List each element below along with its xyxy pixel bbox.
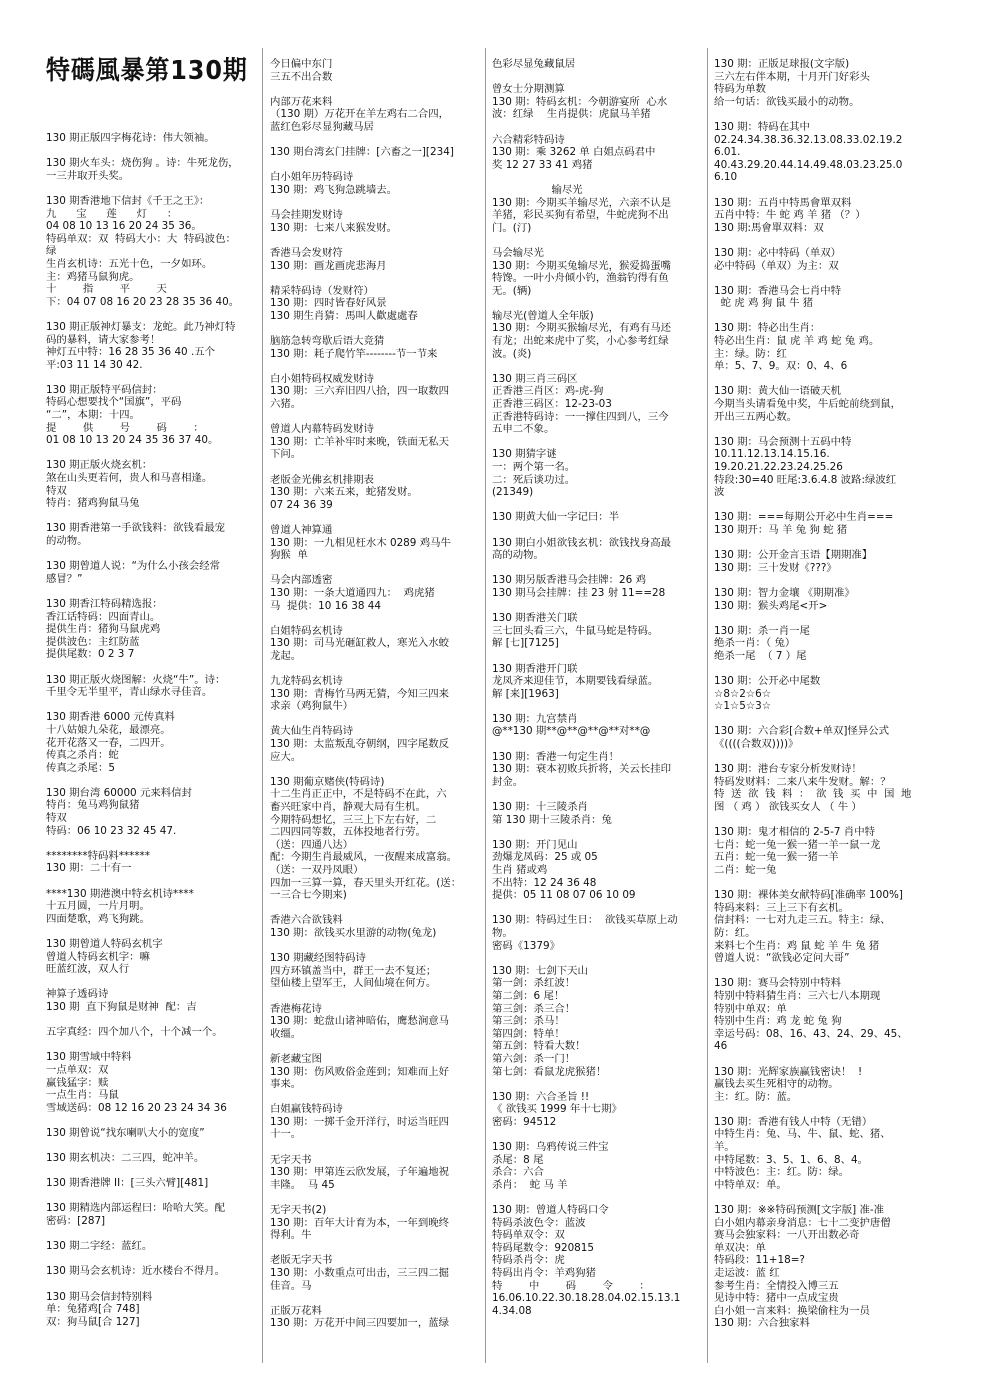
text-block: 130 期：开门见山 劲爆龙凤码：25 或 05 生肖 猪或鸡 不出特：12 24 36 48 提供：05 11 08 07 06 10 09	[492, 838, 636, 902]
text-block: 130 期：赛马会特别中特料 特别中特料猜生肖：三六七八本期现 特别中单双：单 特别中生肖：鸡 龙 蛇 兔 狗 幸运号码：08、16、43、24、29、45、 46	[714, 977, 908, 1053]
text-block: 130 期：港台专家分析发财诗！ 特码发财料：二来八来牛发财。解：？ 特 送 欲 钱 料 ： 欲 钱 买 中 国 地 图 （ 鸡 ） 欲钱买女人 （ 牛 ）	[714, 763, 912, 814]
text-block: 香港六合欲钱料 130 期：欲钱买水里游的动物(兔龙)	[270, 914, 437, 939]
column-divider-1	[262, 48, 263, 1363]
text-block: 130 期正版火烧图解：火烧“牛”。诗： 千里令无半里平，青山绿水寻佳音。	[46, 673, 226, 699]
text-block: 130 期：香港一句定生肖！ 130 期：衰本初败兵折将，关云长挂印 封金。	[492, 750, 671, 788]
text-block: 白小姐特码权威发财诗 130 期：三六弃旧四八拾，四一取数四 六猪。	[270, 372, 449, 411]
text-block: 无字天书 130 期：甲第连云欣发展，子年遍地祝 丰隆。 马 45	[270, 1153, 449, 1191]
text-block: 香港梅花诗 130 期：蛇盘山诸神暗佑，鹰愁涧意马 收缰。	[270, 1002, 449, 1040]
text-block: 内部万花来料 （130 期）万花开在羊左鸡右二合四， 蓝红色彩尽显狗藏马居	[270, 95, 449, 133]
text-block: 130 期：五肖中特馬會單双料 五肖中特：牛 蛇 鸡 羊 猪 （？） 130 期:馬會單双料：双	[714, 196, 866, 234]
text-block: 130 期精选内部运程曰：哈哈大笑。配 密码：[287]	[46, 1202, 225, 1228]
text-block: 输尽光(曾道人全年版) 130 期：今期买猴输尽光，有鸡有马还 有龙；出蛇来虎中了奖，小心参考红绿 波。(炎)	[492, 309, 671, 360]
column-2	[270, 58, 480, 1343]
text-block: 130 期藏经图特码诗 四方环镇盖当中，群王一去不复还； 望仙楼上望军王，人间仙境在何方。	[270, 952, 437, 990]
text-block: 色彩尽显兔藏鼠居	[492, 58, 576, 70]
text-block: 130 期二字经：蓝红。	[46, 1240, 153, 1253]
text-block: 曾道人内幕特码发财诗 130 期：亡羊补牢时来晚，铁面无私天 下问。	[270, 423, 449, 461]
text-block: 130 期正版神灯暴支：龙蛇。此乃神灯特 码的暴料，请大家参考！ 神灯五中特：16 28 35 36 40 .五个 平:03 11 14 30 42.	[46, 320, 236, 371]
text-block: 130 期正版四字梅花诗：伟大领袖。	[46, 132, 215, 144]
text-block: 130 期火车头：烧伤狗 。诗：牛死龙伤， 一三井取开头奖。	[46, 157, 239, 182]
text-block: 130 期：香港有钱人中特（无错） 中特生肖：兔、马、牛、鼠、蛇、猪、 羊。 中特尾数：3、5、1、6、8、4。 中特波色：主：红。防：绿。 中特单双：单。	[714, 1115, 891, 1191]
text-block: 130 期：必中特码（单双） 必中特码（单双）为主：双	[714, 246, 842, 272]
text-block: 130 期葡京赌侠(特码诗) 十二生肖正正中，不是特码不在此，六 畜兴旺家中肖，静观大局有生机。 今期特码想忆，三三上下左右好，二 二四四同等数，五体投地者行劳。 （送：四通八达） 配：今期生肖最威风，一夜醒来成富翁。 （送：一双丹凤眼） 四加一三算一算，春天里头开红花。(送： 一三合七今期来)	[270, 775, 462, 902]
text-block: 130 期曾说“找东喇叭大小的宽度”	[46, 1126, 205, 1139]
text-block: 130 期：正版足球报(文字版) 三六左右伴本期，十月开门好彩头 特码为单数 给一句话：欲钱买最小的动物。	[714, 58, 870, 108]
text-block: 130 期另版香港马会挂牌：26 鸡 130 期马会挂牌：挂 23 射 11==28	[492, 574, 666, 599]
text-block: 130 期：光辉家族赢钱密诀！ ! 赢钱去买生死相守的动物。 主：红。防：蓝。	[714, 1065, 863, 1103]
text-block: 130 期：智力金壤 《期期准》 130 期：猴头鸡尾<开>	[714, 586, 855, 612]
column-1	[46, 132, 250, 1341]
text-block: 130 期：九宫禁肖 @**130 期**@**@**@**对**@	[492, 712, 651, 738]
text-block: 130 期：七剑下天山 第一剑：杀红波！ 第二剑：6 尾！ 第三剑：杀三合！ 第三剑：杀马！ 第四剑：特单！ 第五剑：特看大数！ 第六剑：杀一门！ 第七剑：看鼠龙虎猴猪！	[492, 964, 607, 1078]
text-block: 130 期：杀一肖一尾 绝杀一肖：（ 兔） 绝杀一尾 （ 7 ）尾	[714, 624, 810, 662]
text-block: 130 期：特码过生日： 欲钱买草原上动 物。 密码《1379》	[492, 914, 678, 952]
text-block: 130 期：裸体美女献特码[准确率 100%] 特码来料：三上三下有玄机。 信封料：一七对九走三五。特主：绿、 防：红。 来料七个生肖：鸡 鼠 蛇 羊 牛 兔 猪 曾道人说：“欲钱必定问大哥”	[714, 889, 903, 965]
text-block: 130 期：乌鸦传说三件宝 杀尾：8 尾 杀合：六合 杀肖： 蛇 马 羊	[492, 1141, 609, 1191]
text-block: 130 期：马会预测十五码中特 10.11.12.13.14.15.16. 19.20.21.22.23.24.25.26 特段:30=40 旺尾:3.6.4.8 波路:绿波红 波	[714, 435, 897, 499]
text-block: 130 期：六合圣旨 !! 《 欲钱买 1999 年十七期》 密码：94512	[492, 1090, 622, 1128]
text-block: 精采特码诗（发财符） 130 期：四时皆春好风景 130 期生肖猜：馬叫人歡處處春	[270, 284, 418, 322]
text-block: 130 期曾道人说：“为什么小孩会经常 感冒？”	[46, 560, 220, 585]
column-divider-2	[485, 48, 486, 1363]
text-block: 130 期香港 6000 元传真料 十八姑娘九朵花，最漂亮。 花开花落又一春，二四开。 传真之杀肖：蛇 传真之杀尾：5	[46, 711, 175, 774]
text-block: 130 期台湾 60000 元来料信封 特肖：兔马鸡狗鼠猪 特双 特码：06 10 23 32 45 47.	[46, 786, 192, 837]
text-block: 神算子透码诗 130 期 直下狗鼠是财神 配：吉	[46, 988, 197, 1013]
text-block: 脑筋急转弯歇后语大竞猜 130 期：耗子爬竹竿--------节一节来	[270, 335, 438, 360]
text-block: 130 期：鬼才相信的 2-5-7 肖中特 七肖：蛇一兔一猴一猪一羊一鼠一龙 五肖：蛇一兔一猴一猪一羊 二肖：蛇一兔	[714, 826, 881, 876]
text-block: 130 期：曾道人特码口令 特码杀波色令：蓝波 特码单双令：双 特码尾数令：920815 特码杀肖令：虎 特码出肖令：羊鸡狗猪 特 中 码 令 ： 16.06.10.22.30.18.28.04.02.15.13.1 4.34.08	[492, 1204, 681, 1317]
text-block: 130 期雪域中特料 一点单双：双 赢钱猛字：赎 一点生肖：马鼠 雪域送码：08 12 16 20 23 24 34 36	[46, 1051, 227, 1114]
text-block: 130 期：公开必中尾数 ☆8☆2☆6☆ ☆1☆5☆3☆	[714, 675, 821, 713]
text-block: 130 期马会信封特别料 单：兔猪鸡[合 748] 双：狗马鼠[合 127]	[46, 1290, 153, 1328]
column-3	[492, 58, 702, 1330]
text-block: 130 期玄机决：二三四，蛇冲羊。	[46, 1152, 205, 1165]
text-block: 130 期台湾玄门挂牌：[六畜之一][234]	[270, 146, 454, 159]
text-block: 130 期黄大仙一字记曰：半	[492, 511, 620, 524]
text-block: 今日偏中东门 三五不出合数	[270, 58, 333, 83]
text-block: 130 期香港开门联 龙凤齐来迎佳节，本期要钱看绿蓝。 解 [来][1963]	[492, 662, 659, 700]
text-block: 130 期三肖三码区 正香港三肖区：鸡-虎-狗 正香港三码区：12-23-03 正香港特码诗：一一撑住四到八，三今 五申二不象。	[492, 372, 669, 436]
text-block: 130 期：黄大仙一语破天机 今期当头请看兔中奖，牛后蛇前绕到鼠， 开出三五两心数。	[714, 385, 902, 423]
column-divider-3	[707, 48, 708, 1363]
text-block: 130 期马会玄机诗：近水楼台不得月。	[46, 1265, 225, 1278]
text-block: 130 期香江特码精选报： 香江话特码：四面青山。 提供生肖：猪狗马鼠虎鸡 提供波色：主红防蓝 提供尾数：0 2 3 7	[46, 597, 163, 661]
text-block: 白小姐年历特码诗 130 期：鸡飞狗急跳墙去。	[270, 171, 398, 196]
text-block: 老版无字天书 130 期：小数重点可出击，三三四二掘 佳音。马	[270, 1254, 449, 1292]
text-block: 白姐特码玄机诗 130 期：司马光砸缸救人，寒光入水蛟 龙起。	[270, 624, 449, 662]
text-block: 130 期白小姐欲钱玄机：欲钱找身高最 高的动物。	[492, 536, 671, 562]
text-block: 130 期：公开金言玉语【期期准】 130 期：三十发财《???》	[714, 549, 873, 574]
page-title: 特碼風暴第130期	[46, 56, 248, 86]
text-block: 曾道人神算通 130 期：一九相见枉水木 0289 鸡马牛 狗猴 单	[270, 523, 451, 562]
text-block: 130 期：===每期公开必中生肖=== 130 期开：马 羊 兔 狗 蛇 猪	[714, 511, 894, 536]
text-block: 130 期：十三陵杀肖 第 130 期十三陵杀肖：兔	[492, 801, 612, 826]
text-block: 130 期猜字谜 一：两个第一名。 二：死后谈功过。 (21349)	[492, 448, 576, 499]
text-block: 白姐赢钱特码诗 130 期：一掷千金开洋行，时运当旺四 十一。	[270, 1103, 449, 1141]
text-block: 曾女士分期测算 130 期：特码玄机：今朝游宴所 心水 波：红绿 生肖提供：虎鼠马羊猪	[492, 83, 668, 121]
text-block: 130 期：特码在其中 02.24.34.38.36.32.13.08.33.02.19.2 6.01. 40.43.29.20.44.14.49.48.03.23.25.0 6.10	[714, 120, 903, 184]
text-block: 130 期香港关门联 三七回头看三六，牛鼠马蛇是特码。 解 [七][7125]	[492, 612, 659, 650]
text-block: ********特码料****** 130 期：二十有一	[46, 849, 150, 875]
text-block: 香港马会发财符 130 期：画龙画虎悲海月	[270, 246, 387, 272]
text-block: 130 期香港牌 II：[三头六臂][481]	[46, 1177, 209, 1190]
text-block: 九龙特码玄机诗 130 期：青梅竹马两无猜，今知三四来 求亲（鸡狗鼠牛）	[270, 675, 449, 713]
text-block: 马会内部透密 130 期：一条大道通四九： 鸡虎猪 马 提供：10 16 38 44	[270, 574, 435, 612]
text-block: 无字天书(2) 130 期：百年大计育为本，一年到晚终 得利。牛	[270, 1204, 449, 1242]
text-block: 130 期：特必出生肖： 特必出生肖：鼠 虎 羊 鸡 蛇 兔 鸡。 主：绿。防：红 单：5、7、9。双：0、4、6	[714, 322, 880, 373]
text-block: 六合精彩特码诗 130 期：乘 3262 单 白姐点码君中 奖 12 27 33 41 鸡猪	[492, 133, 656, 171]
text-block: 输尽光 130 期：今期买羊输尽光，六亲不认是 羊猪，彩民买狗有希望，牛蛇虎狗不出 门。(汀)	[492, 183, 671, 234]
text-block: 130 期曾道人特码玄机字 曾道人特码玄机字：嘛 旺蓝红波，双人行	[46, 938, 163, 976]
text-block: 130 期香港地下信封《千王之王》： 九 宝 莲 灯 ： 04 08 10 13 16 20 24 35 36。 特码单双：双 特码大小：大 特码波色： 绿 生肖玄机诗：五光十色，一夕如环。 主：鸡猪马鼠狗虎。 十 指 平 天 下：04 07 08 16 20 23 28 35 36 40。	[46, 194, 240, 308]
text-block: 130 期香港第一手欲钱料：欲钱看最宠 的动物。	[46, 522, 225, 547]
text-block: 老版金光佛玄机排期表 130 期：六来五来，蛇猪发财。 07 24 36 39	[270, 473, 418, 511]
text-block: 五字真经：四个加八个，十个减一个。	[46, 1026, 223, 1039]
text-block: 马会挂期发财诗 130 期：七来八来猴发财。	[270, 209, 398, 234]
text-block: 130 期正版特平码信封： 特码心想要找个“国旗”，平码 “二”，本期：十四。 提 供 号 码 ： 01 08 10 13 20 24 35 36 37 40。	[46, 383, 219, 447]
text-block: ****130 期港澳中特玄机诗**** 十五月圆，一片月明。 四面楚歌，鸡飞狗跳。	[46, 887, 194, 925]
text-block: 130 期正版火烧玄机： 煞在山头更若何，贵人和马喜相逢。 特双 特肖：猪鸡狗鼠马兔	[46, 459, 213, 510]
text-block: 新老藏宝图 130 期：伤风败俗金莲到；知难而上好 事来。	[270, 1052, 449, 1091]
column-4	[714, 58, 934, 1343]
text-block: 130 期：※※特码预测[文字版] 准-准 白小姐内幕亲身消息：七十二变护唐僧 赛马会独家料：一八开出数必奇 单双决：单 特码段：11+18=? 走运波：蓝 红 参考生肖：全情投入博三五 见诗中特：猪中一点成宝贵 白小姐一言来料：换梁偷柱为一员 130 期：六合独家料	[714, 1204, 891, 1330]
text-block: 正版万花料 130 期：万花开中间三四要加一，蓝绿	[270, 1304, 449, 1330]
text-block: 马会输尽光 130 期：今期买兔输尽光，猴爱捣蛋嘴 特馋。一叶小舟倾小钓，渔翁钓得有鱼 无。(辆)	[492, 246, 671, 297]
text-block: 130 期：六合彩[合数+单双]怪异公式 《((((合数双))))》	[714, 725, 890, 751]
text-block: 黄大仙生肖特码诗 130 期：太监叛乱夺朝纲，四字尾数反 应大。	[270, 725, 449, 763]
text-block: 130 期：香港马会七肖中特 蛇 虎 鸡 狗 鼠 牛 猪	[714, 284, 842, 310]
